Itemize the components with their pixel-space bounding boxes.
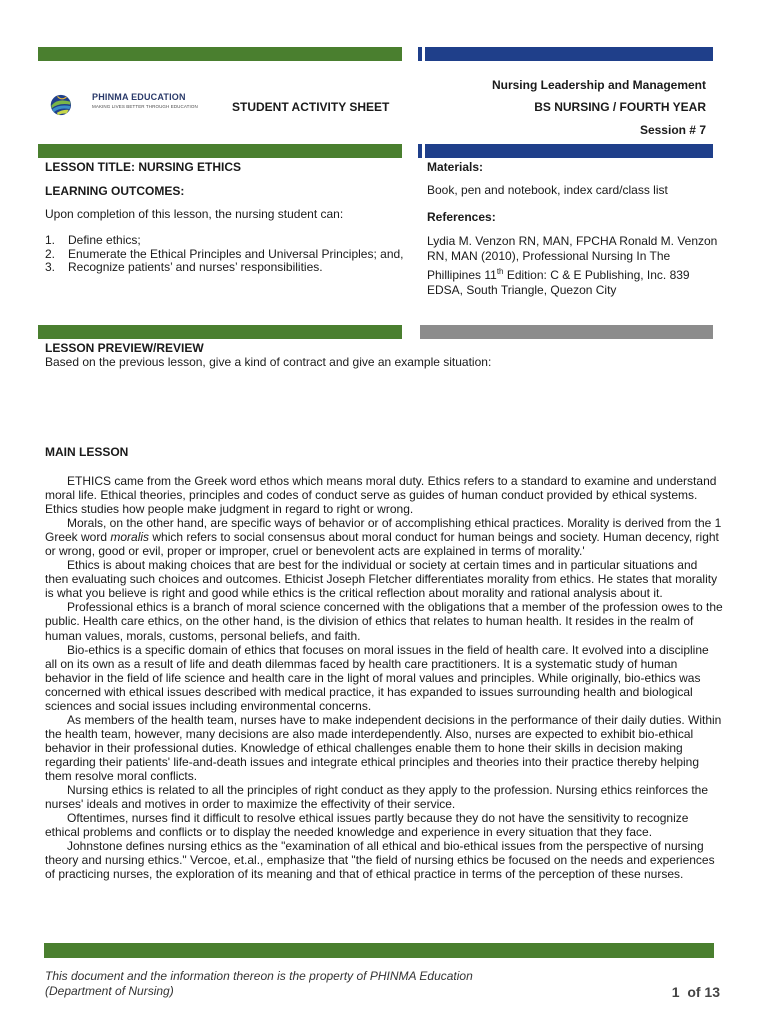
paragraph: Ethics is about making choices that are best for the individual or society at certain times and in particular situations and then evaluating such choices and outcomes. Ethicist Joseph Fletcher differentiates morality from ethics. He states that morality is what you believe is right and good while ethics is the critical reflection about morality and rational analysis about it. <box>45 558 718 601</box>
paragraph <box>45 516 723 558</box>
paragraph: Oftentimes, nurses find it difficult to resolve ethical issues partly because they do not have the sensitivity to recognize ethical problems and conflicts or to display the needed knowledge and experience in every situation that they face. <box>45 811 689 840</box>
materials-heading: Materials: <box>427 160 484 174</box>
paragraph: As members of the health team, nurses have to make independent decisions in the performance of their daily duties. Within the health team, however, many decisions are also made interdependently. Also, nurses are expected to exhibit bio-ethical behavior in their professional duties. Knowledge of ethical challenges enable them to hone their skills in decision making regarding their patients' life-and-death issues and integrate ethical principles and theories into their practice thereby helping them resolve moral conflicts. <box>45 712 722 783</box>
section-bar-blue <box>425 144 713 158</box>
page-number <box>672 984 720 1000</box>
paragraph: ETHICS came from the Greek word ethos which means moral duty. Ethics refers to a standard to examine and understand moral life. Ethical theories, principles and codes of conduct serve as guides of human conduct provided by ethical systems. Ethics studies how people make judgment in regard to right or wrong. <box>45 474 717 517</box>
list-item-text: Define ethics; <box>68 233 141 247</box>
footer-bar-green <box>44 943 714 958</box>
paragraph: Bio-ethics is a specific domain of ethics that focuses on moral issues in the field of health care. It evolved into a discipline all on its own as a result of life and death dilemmas faced by health care practitioners. It is a systematic study of human behavior in the field of life science and health care in the light of moral values and principles. While originally, bio-ethics was concerned with ethical issues described with medical practice, it has expanded to issues surrounding health and biological sciences and social issues including environmental concerns. <box>45 642 709 713</box>
paragraph: Professional ethics is a branch of moral science concerned with the obligations that a member of the profession owes to the public. Health care ethics, on the other hand, is the division of ethics that relates to human health. It resides in the realm of human values, morals, customs, personal beliefs, and faith. <box>45 600 723 643</box>
list-item-number: 2. <box>45 246 56 261</box>
brand-tagline: MAKING LIVES BETTER THROUGH EDUCATION <box>92 104 198 109</box>
paragraph-text: Morals, on the other hand, are specific ways of behavior or of accomplishing ethical practices. Morality is derived from the 1 Greek word <box>45 516 722 545</box>
paragraph: Nursing ethics is related to all the principles of right conduct as they apply to the profession. Nursing ethics reinforces the nurses' ideals and motives in order to maximize the effectivity of their service. <box>45 783 708 812</box>
paragraph-text: which refers to social consensus about moral conduct for human beings and society. Human decency, right or wrong, good or evil, proper or improper, cruel or benevolent acts are explained in terms of morality.' <box>45 530 719 559</box>
list-item <box>45 234 405 248</box>
list-item-text: Enumerate the Ethical Principles and Universal Principles; and, <box>68 246 404 261</box>
preview-text: Based on the previous lesson, give a kind of contract and give an example situation: <box>45 355 492 369</box>
list-item <box>45 248 405 262</box>
section-bar-green <box>38 144 402 158</box>
course-title: Nursing Leadership and Management <box>491 78 706 92</box>
list-item-number: 3. <box>45 260 56 274</box>
references-text-rest: Edition: C & E Publishing, Inc. 839 EDSA, South Triangle, Quezon City <box>427 268 690 297</box>
page-total: of 13 <box>687 984 720 1000</box>
footer-note: This document and the information thereon is the property of PHINMA Education (Department of Nursing) <box>45 969 473 998</box>
references-heading: References: <box>427 210 496 224</box>
outcomes-list <box>45 234 405 275</box>
main-lesson-heading: MAIN LESSON <box>45 445 129 459</box>
brand-name: PHINMA EDUCATION <box>92 92 186 102</box>
list-item-number: 1. <box>45 233 56 247</box>
sheet-title: STUDENT ACTIVITY SHEET <box>232 100 390 114</box>
references-superscript: th <box>496 267 504 276</box>
outcomes-heading: LEARNING OUTCOMES: <box>45 184 185 198</box>
preview-bar-gray <box>420 325 713 339</box>
outcomes-intro: Upon completion of this lesson, the nursing student can: <box>45 207 344 221</box>
top-bar-blue-lead <box>418 47 422 61</box>
materials-text: Book, pen and notebook, index card/class list <box>427 183 668 197</box>
references-text <box>427 234 727 298</box>
top-bar-green <box>38 47 402 61</box>
list-item <box>45 261 405 275</box>
top-bar-blue <box>425 47 713 61</box>
paragraph-italic: moralis <box>110 530 150 545</box>
program-title: BS NURSING / FOURTH YEAR <box>534 100 706 114</box>
session-label: Session # 7 <box>639 123 706 137</box>
paragraph: Johnstone defines nursing ethics as the "examination of all ethical and bio-ethical issues from the perspective of nursing theory and nursing ethics." Vercoe, et.al., emphasize that "the field of nursing ethics be focused on the needs and experiences of practicing nurses, the exploration of its meaning and that of ethical practice in terms of the perception of these nurses. <box>45 839 715 882</box>
lesson-title: LESSON TITLE: NURSING ETHICS <box>45 160 242 174</box>
main-lesson-body <box>45 474 723 881</box>
references-text-main: Lydia M. Venzon RN, MAN, FPCHA Ronald M. Venzon RN, MAN (2010), Professional Nursing In The Phillipines 11 <box>427 234 718 282</box>
preview-bar-green <box>38 325 402 339</box>
preview-heading: LESSON PREVIEW/REVIEW <box>45 341 204 355</box>
page-current: 1 <box>671 984 680 1000</box>
list-item-text: Recognize patients’ and nurses’ responsibilities. <box>68 260 323 274</box>
section-bar-blue-lead <box>418 144 422 158</box>
